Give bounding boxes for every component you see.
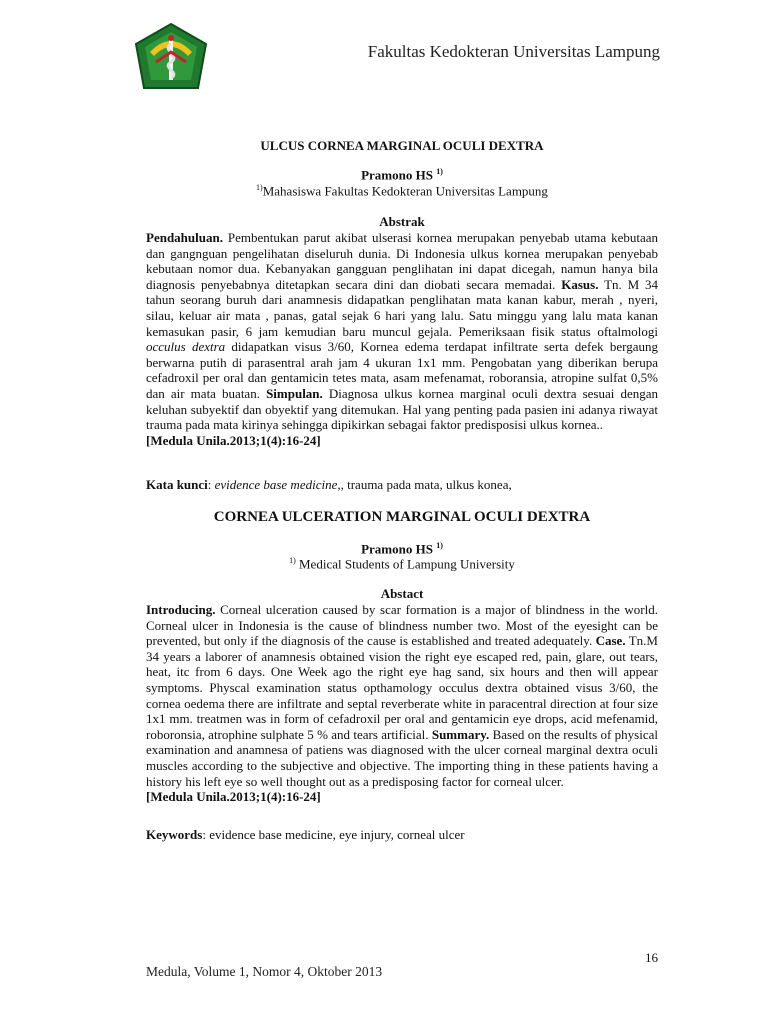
abstract-body-id [146, 230, 658, 448]
abstract-italic-term: occulus dextra [146, 339, 226, 355]
affiliation-superscript: 1) [256, 183, 263, 192]
affiliation-id [146, 183, 658, 199]
abstract-body-en [146, 602, 658, 805]
abstract-text: Diagnosa ulkus kornea marginal oculi dextra sesuai dengan keluhan subyektif dan obyektif yang ditemukan. Hal yang penting pada pasien ini adanya riwayat trauma pada mata kirinya sehingga dipikirkan sebagai faktor predisposisi ulkus kornea.. [146, 385, 658, 433]
affiliation-text: Mahasiswa Fakultas Kedokteran Universitas Lampung [262, 183, 548, 199]
keywords-label: Keywords [146, 827, 203, 842]
abstract-text: Pembentukan parut akibat ulserasi kornea merupakan penyebab utama kebutaan dan gangnguan pengelihatan diseluruh dunia. Di Indonesia ulkus kornea merupakan penyebab kebutaan nomor dua. Kebanyakan gangguan penglihatan ini dapat dicegah, namun hanya bila diagnosis penyebabnya ditetapkan secara dini dan diobati secara memadai. [146, 230, 658, 292]
abstract-section-label: Summary. [431, 726, 490, 742]
abstract-section-label: Kasus. [561, 276, 599, 292]
abstract-section-label: Introducing. [146, 602, 216, 617]
abstract-text: Tn. M 34 tahun seorang buruh dari anamnesis didapatkan penglihatan mata kanan kabur, merah , nyeri, silau, keluar air mata , panas, gatal sejak 6 hari yang lalu. Satu minggu yang lalu mata kanan kemasukan pasir, 6 jam kemudian baru muncul gejala. Pemeriksaan fisik status oftalmologi [146, 276, 658, 339]
author-en [146, 541, 658, 557]
abstract-text: Corneal ulceration caused by scar formation is a major of blindness in the world. Corneal ulcer in Indonesia is the cause of blindness number two. Most of the eyesight can be prevented, but only if the diagnosis of the cause is established and treated adequately. [146, 602, 658, 649]
journal-footer: Medula, Volume 1, Nomor 4, Oktober 2013 [146, 964, 383, 979]
keywords-text: , trauma pada mata, ulkus konea, [340, 477, 512, 492]
abstract-citation: [Medula Unila.2013;1(4):16-24] [146, 789, 321, 805]
affiliation-text: Medical Students of Lampung University [299, 556, 515, 572]
keywords-italic: evidence base medicine, [214, 477, 341, 492]
article-title-en: CORNEA ULCERATION MARGINAL OCULI DEXTRA [213, 509, 591, 525]
abstract-citation: [Medula Unila.2013;1(4):16-24] [146, 432, 321, 448]
abstract-text: Based on the results of physical examination and anamnesa of patiens was diagnosed with the ulcer corneal marginal dextra oculi muscles according to the subjective and objective. The importing thing in these patients having a history his left eye so well thought out as a predisposing factor for corneal ulcer. [146, 726, 658, 789]
university-crest-icon [134, 22, 208, 92]
author-superscript: 1) [436, 541, 443, 550]
header-institution: Fakultas Kedokteran Universitas Lampung [367, 42, 660, 61]
keywords-en [146, 827, 658, 843]
abstract-section-label: Pendahuluan. [146, 230, 223, 245]
abstract-section-label: Simpulan. [266, 385, 323, 401]
abstract-section-label: Case. [595, 633, 626, 649]
affiliation-en [146, 556, 658, 572]
author-id [146, 167, 658, 183]
page-number: 16 [645, 950, 658, 965]
abstract-text: Tn.M 34 years a laborer of anamnesis obtained vision the right eye escaped red, pain, glare, out tears, heat, itc from 6 days. One Week ago the right eye hag sand, six hours and then will appear symptoms. Physcal examination status opthamology occulus dextra obtained visus 3/60, the cornea oedema there are infiltrate and septal reverberate white in paracentral direction at four size 1x1 mm. treatmen was in form of cefadroxil per oral and gentamicin eye drops, acid mefenamid, roboronsia, atrophine sulphate 5 % and tears artificial. [146, 633, 658, 742]
abstract-heading-en: Abstact [380, 586, 424, 601]
abstract-heading-id: Abstrak [379, 214, 425, 229]
affiliation-superscript: 1) [289, 556, 296, 565]
keywords-label: Kata kunci [146, 477, 208, 492]
keywords-id: Kata kunci: evidence base medicine,, trauma pada mata, ulkus konea, [146, 477, 512, 492]
author-superscript: 1) [436, 167, 443, 176]
author-name: Pramono HS [361, 167, 433, 183]
article-title-id: ULCUS CORNEA MARGINAL OCULI DEXTRA [260, 138, 544, 153]
abstract-text: didapatkan visus 3/60, Kornea edema terdapat infiltrate serta defek bergaung berwarna putih di parasentral arah jam 4 ukuran 1x1 mm. Pengobatan yang diberikan berupa cefadroxil per oral dan gentamicin tetes mata, asam mefenamat, roboransia, atropine sulfat 0,5% dan air mata buatan. [146, 339, 659, 401]
keywords-text: : evidence base medicine, eye injury, corneal ulcer [202, 827, 465, 842]
author-name: Pramono HS [361, 541, 433, 557]
